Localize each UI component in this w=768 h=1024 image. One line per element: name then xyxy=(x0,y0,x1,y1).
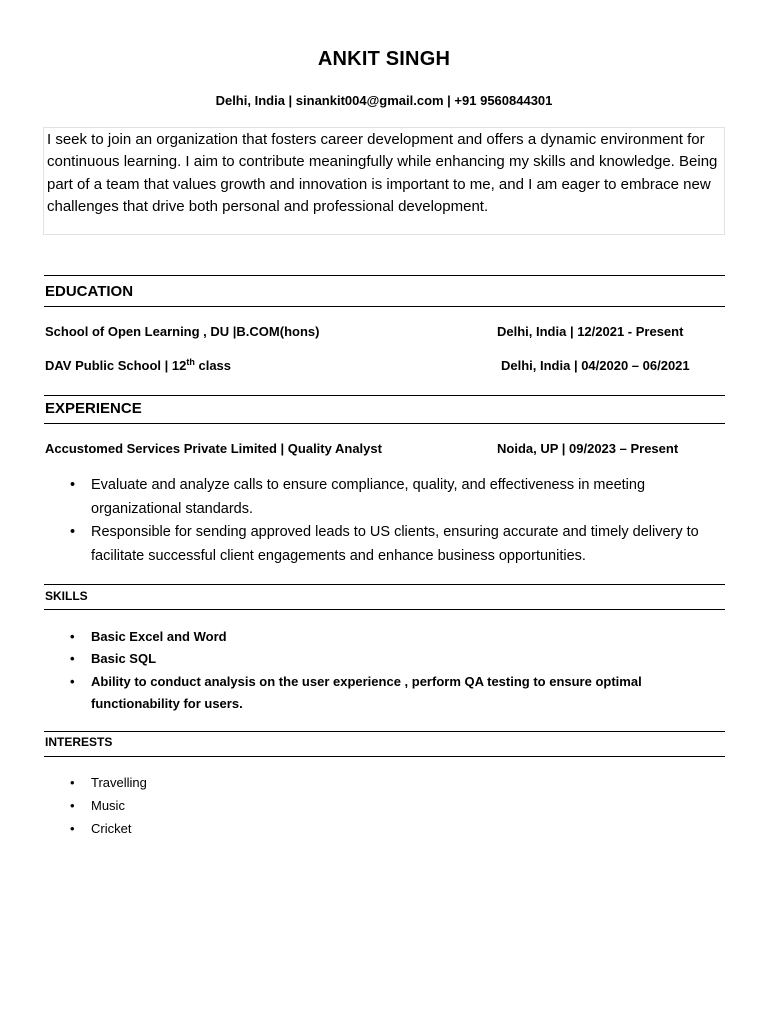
skill-text: Basic Excel and Word xyxy=(91,629,227,644)
bullet-icon: • xyxy=(70,775,75,790)
interests-list xyxy=(46,772,346,840)
education-institution-2-sup: th xyxy=(186,357,195,367)
experience-company-role: Accustomed Services Private Limited | Quality Analyst xyxy=(45,441,382,456)
section-divider xyxy=(44,731,725,732)
education-institution-2-prefix: DAV Public School | 12 xyxy=(45,358,187,373)
list-item xyxy=(46,795,346,818)
list-item xyxy=(46,521,726,568)
experience-bullet-text: Evaluate and analyze calls to ensure compliance, quality, and effectiveness in meeting organizational standards. xyxy=(91,477,646,517)
experience-location-date: Noida, UP | 09/2023 – Present xyxy=(497,441,679,456)
list-item xyxy=(46,772,346,795)
section-divider xyxy=(44,275,725,276)
section-divider xyxy=(44,584,725,585)
education-location-date-1: Delhi, India | 12/2021 - Present xyxy=(497,324,684,339)
bullet-icon: • xyxy=(70,629,75,644)
education-location-date-2: Delhi, India | 04/2020 – 06/2021 xyxy=(501,358,690,373)
section-divider xyxy=(44,609,725,610)
experience-heading: EXPERIENCE xyxy=(45,400,142,417)
list-item xyxy=(46,818,346,841)
education-institution-2 xyxy=(45,358,231,373)
bullet-icon: • xyxy=(70,477,76,493)
education-institution-1: School of Open Learning , DU |B.COM(hons) xyxy=(45,324,320,339)
section-divider xyxy=(44,756,725,757)
skills-list xyxy=(46,626,726,715)
list-item xyxy=(46,671,726,716)
education-heading: EDUCATION xyxy=(45,283,134,300)
education-institution-2-suffix: class xyxy=(194,358,232,373)
section-divider xyxy=(44,423,725,424)
experience-bullets xyxy=(46,474,726,568)
list-item xyxy=(46,626,726,648)
interest-text: Music xyxy=(91,797,125,813)
bullet-icon: • xyxy=(70,797,75,813)
bullet-icon: • xyxy=(70,673,75,689)
section-divider xyxy=(44,395,725,396)
list-item xyxy=(46,648,726,670)
bullet-icon: • xyxy=(70,651,75,667)
section-divider xyxy=(44,306,725,307)
skills-heading: SKILLS xyxy=(45,589,88,603)
skill-text: Ability to conduct analysis on the user experience , perform QA testing to ensure optimal functionability for users. xyxy=(91,673,642,711)
bullet-icon: • xyxy=(70,524,76,540)
interests-heading: INTERESTS xyxy=(45,735,113,749)
contact-line: Delhi, India | sinankit004@gmail.com | +91 9560844301 xyxy=(215,93,553,108)
interest-text: Cricket xyxy=(91,820,132,836)
experience-bullet-text: Responsible for sending approved leads to US clients, ensuring accurate and timely delivery to facilitate successful client engagements and enhance business opportunities. xyxy=(91,524,699,564)
interest-text: Travelling xyxy=(91,775,147,790)
list-item xyxy=(46,474,726,521)
bullet-icon: • xyxy=(70,820,75,836)
candidate-name: ANKIT SINGH xyxy=(317,48,451,70)
skill-text: Basic SQL xyxy=(91,651,157,667)
summary-box: I seek to join an organization that fosters career development and offers a dynamic environment for continuous learning. I aim to contribute meaningfully while enhancing my skills and knowledge. Being part of a team that values growth and innovation is important to me, and I am eager to embrace new challenges that drive both personal and professional development. xyxy=(43,127,725,235)
